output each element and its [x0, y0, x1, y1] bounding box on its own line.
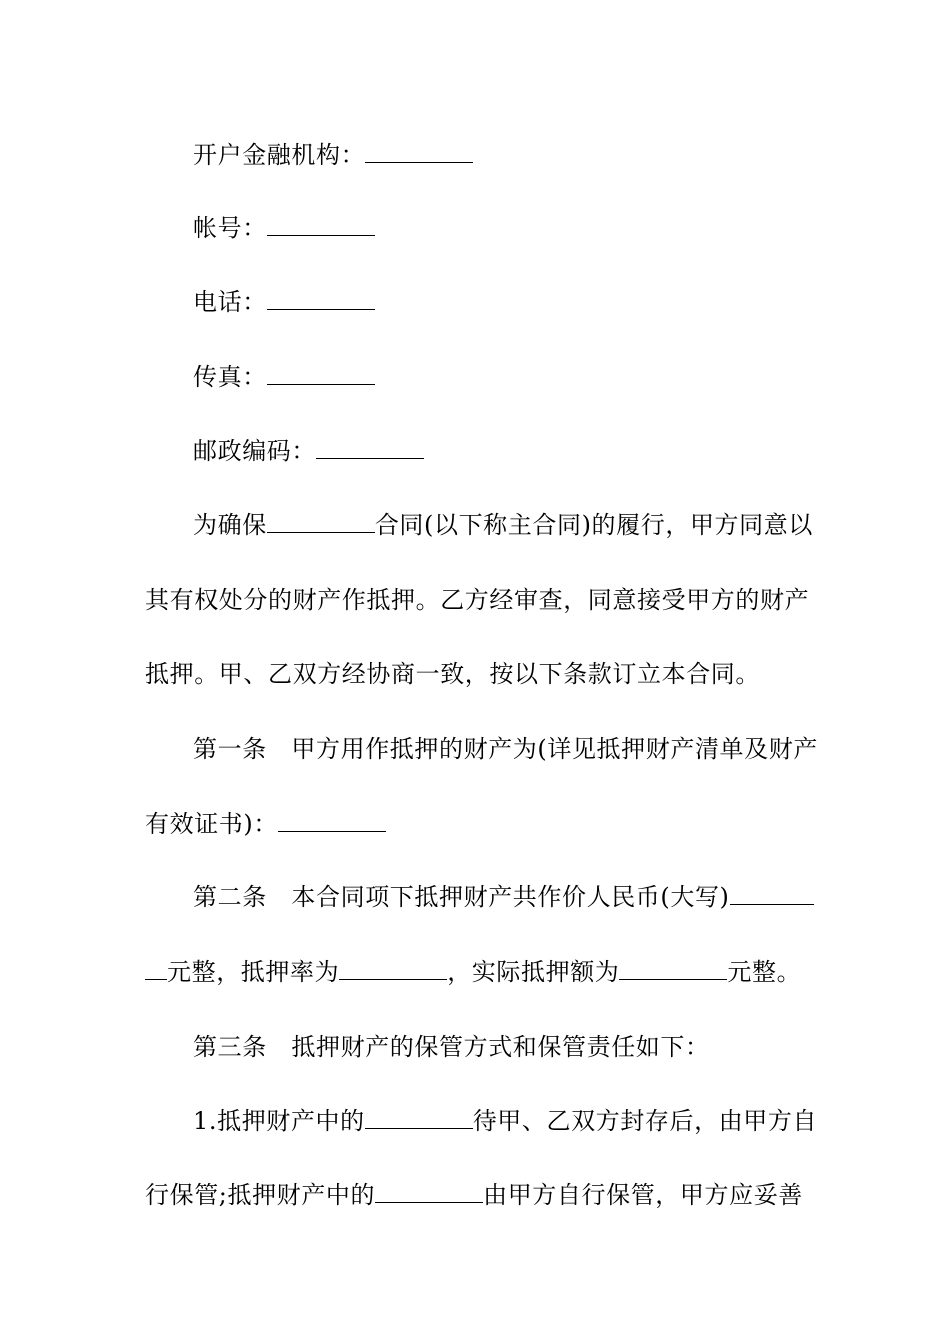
actual-amount-blank	[619, 959, 727, 980]
postcode-label: 邮政编码：	[193, 437, 316, 465]
fax-field	[145, 362, 810, 392]
bank-label: 开户金融机构：	[193, 141, 366, 169]
preamble-line-2	[145, 585, 810, 615]
article-text: 1.抵押财产中的	[193, 1107, 365, 1135]
account-blank	[267, 215, 375, 236]
postcode-blank	[316, 438, 424, 459]
article-text: 由甲方自行保管，甲方应妥善	[483, 1181, 803, 1209]
article-text: 有效证书)：	[145, 810, 278, 838]
sealed-property-blank	[365, 1108, 473, 1129]
phone-field	[145, 287, 810, 317]
article-2-line-1	[145, 882, 810, 912]
article-text: 第一条 甲方用作抵押的财产为(详见抵押财产清单及财产	[193, 735, 818, 763]
article-text: 第二条 本合同项下抵押财产共作价人民币(大写)	[193, 883, 730, 911]
fax-blank	[267, 364, 375, 385]
article-text: 第三条 抵押财产的保管方式和保管责任如下：	[193, 1033, 710, 1061]
article-text: 行保管;抵押财产中的	[145, 1181, 376, 1209]
amount-words-blank-cont	[145, 959, 167, 980]
self-kept-property-blank	[375, 1182, 483, 1203]
article-1-line-2	[145, 809, 810, 839]
bank-field	[145, 140, 810, 170]
bank-blank	[365, 142, 473, 163]
phone-blank	[267, 289, 375, 310]
article-3-item-1	[145, 1106, 818, 1136]
preamble-text: 合同(以下称主合同)的履行，甲方同意以	[374, 511, 813, 539]
preamble-line-1	[145, 510, 813, 540]
preamble-text: 其有权处分的财产作抵押。乙方经审查，同意接受甲方的财产	[145, 586, 810, 614]
contract-name-blank	[267, 512, 375, 533]
phone-label: 电话：	[193, 288, 267, 316]
article-3-item-2	[145, 1180, 810, 1210]
account-field	[145, 213, 810, 243]
fax-label: 传真：	[193, 363, 267, 391]
preamble-text: 抵押。甲、乙双方经协商一致，按以下条款订立本合同。	[145, 660, 760, 688]
postcode-field	[145, 436, 810, 466]
article-text: 元整。	[727, 958, 802, 986]
amount-words-blank	[730, 884, 814, 905]
article-3-line-1	[145, 1032, 810, 1062]
article-text: ，实际抵押额为	[447, 958, 620, 986]
article-2-line-2	[145, 957, 810, 987]
account-label: 帐号：	[193, 214, 267, 242]
preamble-line-3	[145, 659, 810, 689]
article-1-line-1	[145, 734, 818, 764]
preamble-text: 为确保	[193, 511, 267, 539]
article-text: 元整，抵押率为	[167, 958, 340, 986]
mortgage-rate-blank	[339, 959, 447, 980]
article-text: 待甲、乙双方封存后，由甲方自	[472, 1107, 818, 1135]
property-blank	[278, 811, 386, 832]
